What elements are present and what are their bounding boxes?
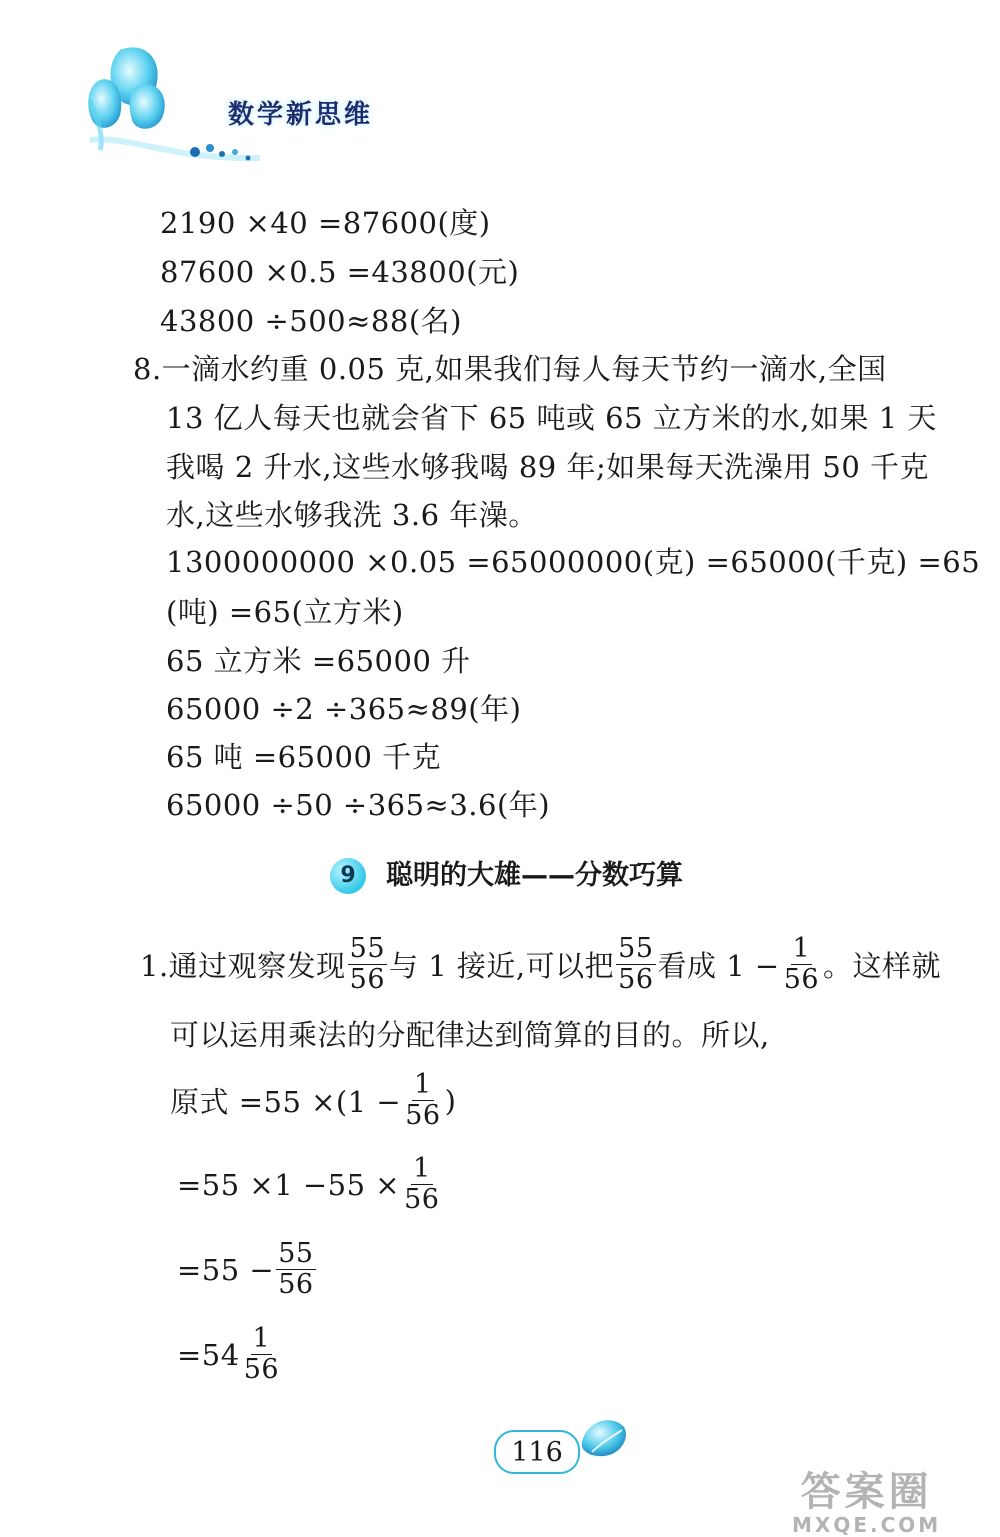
fraction (782, 934, 821, 995)
problem-text: 与 1 接近,可以把 (389, 949, 615, 983)
problem-text: 8.一滴水约重 0.05 克,如果我们每人每天节约一滴水,全国 (133, 352, 887, 386)
calc-line: 65 吨 =65000 千克 (166, 740, 442, 774)
solution-step (177, 1154, 443, 1215)
fraction-numerator: 55 (278, 1238, 314, 1269)
problem-text: 我喝 2 升水,这些水够我喝 89 年;如果每天洗澡用 50 千克 (166, 450, 930, 484)
step-text: =54 (177, 1337, 240, 1372)
calc-line: 65000 ÷2 ÷365≈89(年) (166, 692, 522, 726)
fraction-numerator: 55 (349, 933, 386, 964)
fraction (242, 1324, 281, 1385)
calc-line: (吨) =65(立方米) (166, 595, 404, 629)
fraction (276, 1239, 315, 1300)
fraction-denominator: 56 (405, 1100, 441, 1131)
fraction-numerator: 1 (414, 1069, 432, 1100)
fraction-numerator: 1 (252, 1323, 271, 1354)
fraction-denominator: 56 (404, 1184, 440, 1215)
fraction (616, 934, 655, 995)
fraction (403, 1070, 442, 1131)
fraction-numerator: 1 (792, 933, 811, 964)
step-text: =55 − (177, 1252, 275, 1287)
problem-text: 水,这些水够我洗 3.6 年澡。 (166, 498, 538, 532)
problem-text: 看成 1 − (657, 949, 780, 983)
section-heading (330, 856, 683, 896)
calc-line: 87600 ×0.5 =43800(元) (160, 255, 520, 289)
solution-step (170, 1070, 456, 1131)
step-text: 原式 =55 ×(1 − (170, 1085, 402, 1119)
watermark-text: 答案圈 (800, 1469, 933, 1515)
problem-1-line (140, 934, 941, 995)
watermark-url: MXQE.COM (792, 1513, 942, 1537)
fraction-denominator: 56 (783, 964, 820, 995)
problem-text: 可以运用乘法的分配律达到简算的目的。所以, (170, 1018, 770, 1052)
solution-step (177, 1239, 318, 1300)
leaf-decoration-icon (572, 1412, 632, 1462)
calc-line: 65 立方米 =65000 升 (166, 644, 471, 678)
calc-line: 65000 ÷50 ÷365≈3.6(年) (166, 788, 551, 822)
step-text: ) (444, 1083, 457, 1118)
solution-step (177, 1324, 283, 1385)
calc-line: 2190 ×40 =87600(度) (160, 206, 491, 240)
watermark-logo (792, 1470, 941, 1536)
fraction-numerator: 55 (618, 933, 654, 964)
fraction-numerator: 1 (412, 1153, 431, 1184)
calc-line: 1300000000 ×0.05 =65000000(克) =65000(千克) =65 (166, 545, 981, 579)
section-number-badge: 9 (330, 858, 366, 894)
fraction (348, 934, 387, 995)
section-title: 聪明的大雄——分数巧算 (386, 860, 683, 891)
fraction-denominator: 56 (618, 964, 654, 995)
step-text: =55 ×1 −55 × (177, 1167, 401, 1202)
calc-line: 43800 ÷500≈88(名) (160, 304, 462, 338)
fraction-denominator: 56 (278, 1269, 314, 1300)
fraction-denominator: 56 (349, 964, 386, 995)
page-number: 116 (494, 1430, 580, 1474)
problem-text: 。这样就 (823, 949, 942, 983)
fraction-denominator: 56 (243, 1354, 280, 1385)
problem-text: 13 亿人每天也就会省下 65 吨或 65 立方米的水,如果 1 天 (166, 401, 937, 435)
book-title: 数学新思维 (228, 100, 374, 130)
problem-text: 1.通过观察发现 (140, 949, 346, 983)
fraction (402, 1154, 441, 1215)
